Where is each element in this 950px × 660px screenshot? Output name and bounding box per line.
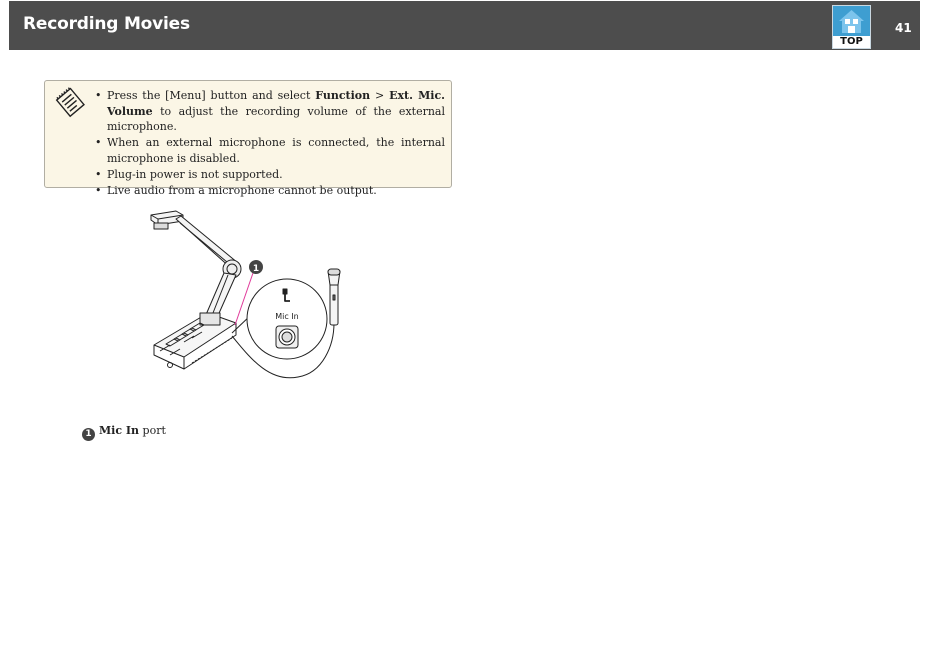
function-menu-label: Function (315, 89, 371, 102)
page-number: 41 (895, 21, 912, 35)
page-header (9, 1, 920, 50)
figure-caption (82, 424, 166, 441)
top-label: TOP (840, 36, 863, 47)
note-list (95, 88, 445, 199)
list-item: • When an external microphone is connected, the internal microphone is disabled. (95, 136, 445, 165)
list-item: • Plug-in power is not supported. (95, 167, 283, 181)
home-icon (833, 6, 870, 36)
list-item: • Live audio from a microphone cannot be output. (95, 183, 377, 197)
top-button[interactable] (832, 5, 871, 49)
callout-number: 1 (252, 264, 260, 274)
page-title: Recording Movies (23, 14, 190, 34)
list-item: • Press the [Menu] button and select Function > Ext. Mic. Volume to adjust the recording volume of the external microphone. (95, 89, 445, 133)
ext-mic-volume-label: Ext. Mic. Volume (107, 89, 445, 118)
caption-number: 1 (82, 428, 95, 441)
document-camera-illustration (148, 205, 363, 385)
port-label: Mic In (275, 312, 299, 321)
note-pad-icon (53, 85, 87, 119)
caption-rest: port (139, 424, 166, 437)
note-box (44, 80, 452, 197)
caption-bold: Mic In (99, 424, 140, 437)
